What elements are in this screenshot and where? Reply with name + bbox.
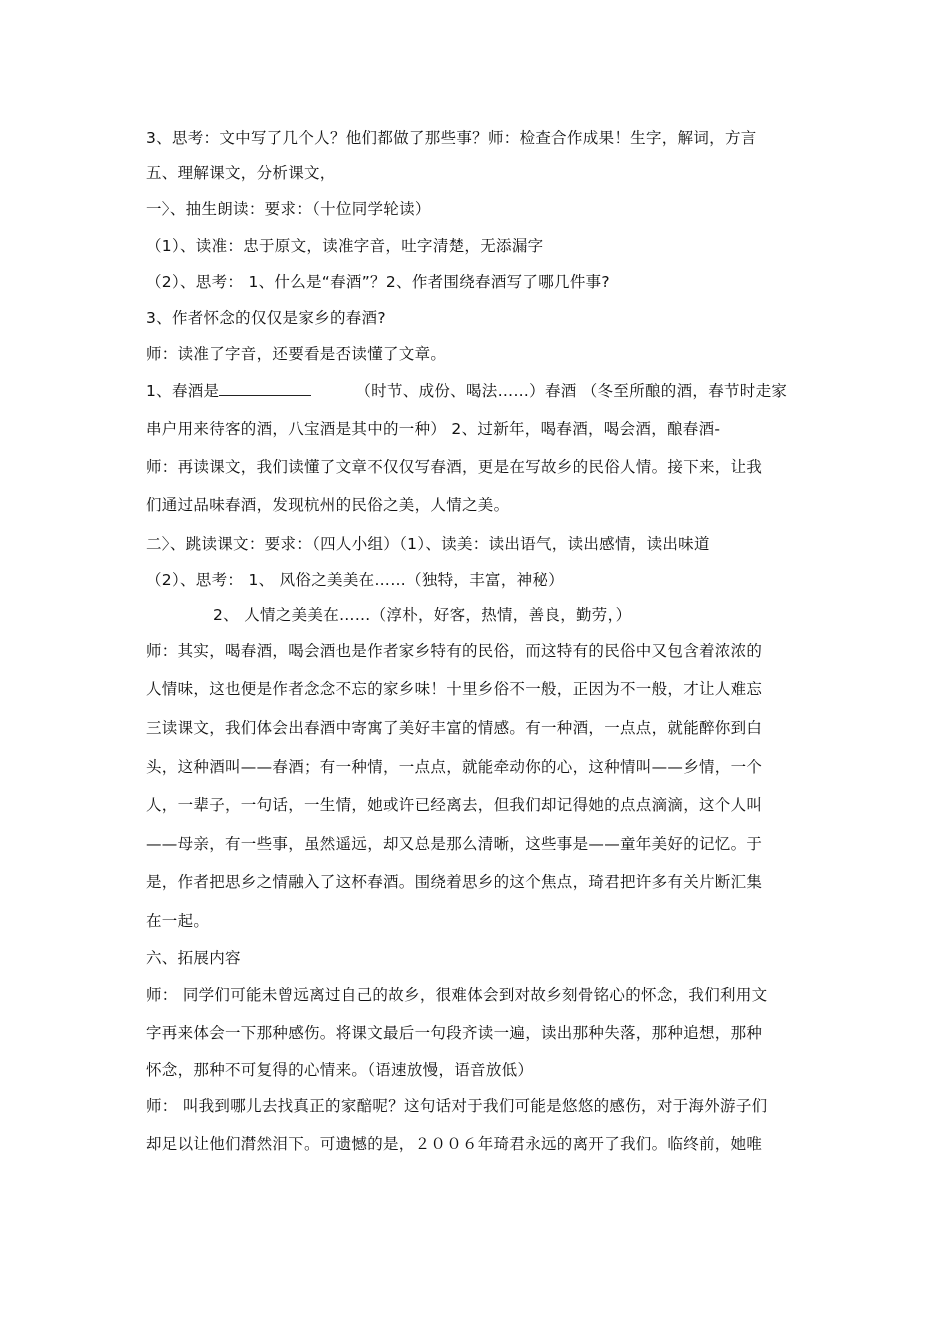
text-line: 3、作者怀念的仅仅是家乡的春酒?: [146, 309, 386, 327]
text-line: 怀念，那种不可复得的心情来。（语速放慢，语音放低）: [146, 1061, 534, 1079]
text-line: 2、 人情之美美在……（淳朴，好客，热情，善良，勤劳，）: [213, 606, 632, 624]
text-line: （2）、思考： 1、 风俗之美美在……（独特，丰富，神秘）: [146, 571, 565, 589]
text-line: 师：再读课文，我们读懂了文章不仅仅写春酒，更是在写故乡的民俗人情。接下来，让我: [146, 458, 763, 476]
text-line: 字再来体会一下那种感伤。将课文最后一句段齐读一遍，读出那种失落，那种追想，那种: [146, 1024, 763, 1042]
text-line: 头，这种酒叫——春酒；有一种情，一点点，就能牵动你的心，这种情叫——乡情，一个: [146, 758, 763, 776]
text-line: 三读课文，我们体会出春酒中寄寓了美好丰富的情感。有一种酒，一点点，就能醉你到白: [146, 719, 763, 737]
fill-in-suffix: （时节、成份、喝法……）春酒 （冬至所酿的酒，春节时走家: [355, 382, 788, 400]
text-line: ——母亲，有一些事，虽然遥远，却又总是那么清晰，这些事是——童年美好的记忆。于: [146, 835, 763, 853]
section-heading: 五、理解课文，分析课文，: [146, 164, 336, 182]
text-line: 3、思考：文中写了几个人？他们都做了那些事？师：检查合作成果！生字，解词，方言: [146, 129, 757, 147]
text-line: 师：其实，喝春酒，喝会酒也是作者家乡特有的民俗，而这特有的民俗中又包含着浓浓的: [146, 642, 763, 660]
fill-in-prefix: 1、春酒是: [146, 382, 220, 400]
text-line: 人情味，这也便是作者念念不忘的家乡味！十里乡俗不一般，正因为不一般，才让人难忘: [146, 680, 763, 698]
fill-in-blank: [219, 381, 311, 396]
text-line: （1）、读准：忠于原文，读准字音，吐字清楚，无添漏字: [146, 237, 544, 255]
text-line: 师： 叫我到哪儿去找真正的家醅呢？这句话对于我们可能是悠悠的感伤，对于海外游子们: [146, 1097, 768, 1115]
text-line: 二〉、跳读课文：要求：（四人小组）（1）、读美：读出语气，读出感情，读出味道: [146, 535, 710, 553]
fill-in-line: [146, 381, 787, 401]
text-line: 师： 同学们可能未曾远离过自己的故乡，很难体会到对故乡刻骨铭心的怀念，我们利用文: [146, 986, 768, 1004]
text-line: 在一起。: [146, 912, 210, 930]
text-line: （2）、思考： 1、什么是“春酒”？2、作者围绕春酒写了哪几件事?: [146, 273, 610, 291]
text-line: 师：读准了字音，还要看是否读懂了文章。: [146, 345, 447, 363]
text-line: 一〉、抽生朗读：要求：（十位同学轮读）: [146, 200, 431, 218]
text-line: 却足以让他们潸然泪下。可遗憾的是，２００６年琦君永远的离开了我们。临终前，她唯: [146, 1135, 763, 1153]
text-line: 串户用来待客的酒，八宝酒是其中的一种） 2、过新年，喝春酒，喝会酒，酿春酒-: [146, 420, 721, 438]
text-line: 是，作者把思乡之情融入了这杯春酒。围绕着思乡的这个焦点，琦君把许多有关片断汇集: [146, 873, 763, 891]
text-line: 们通过品味春酒，发现杭州的民俗之美，人情之美。: [146, 496, 510, 514]
text-line: 人，一辈子，一句话，一生情，她或许已经离去，但我们却记得她的点点滴滴，这个人叫: [146, 796, 763, 814]
section-heading: 六、拓展内容: [146, 949, 241, 967]
